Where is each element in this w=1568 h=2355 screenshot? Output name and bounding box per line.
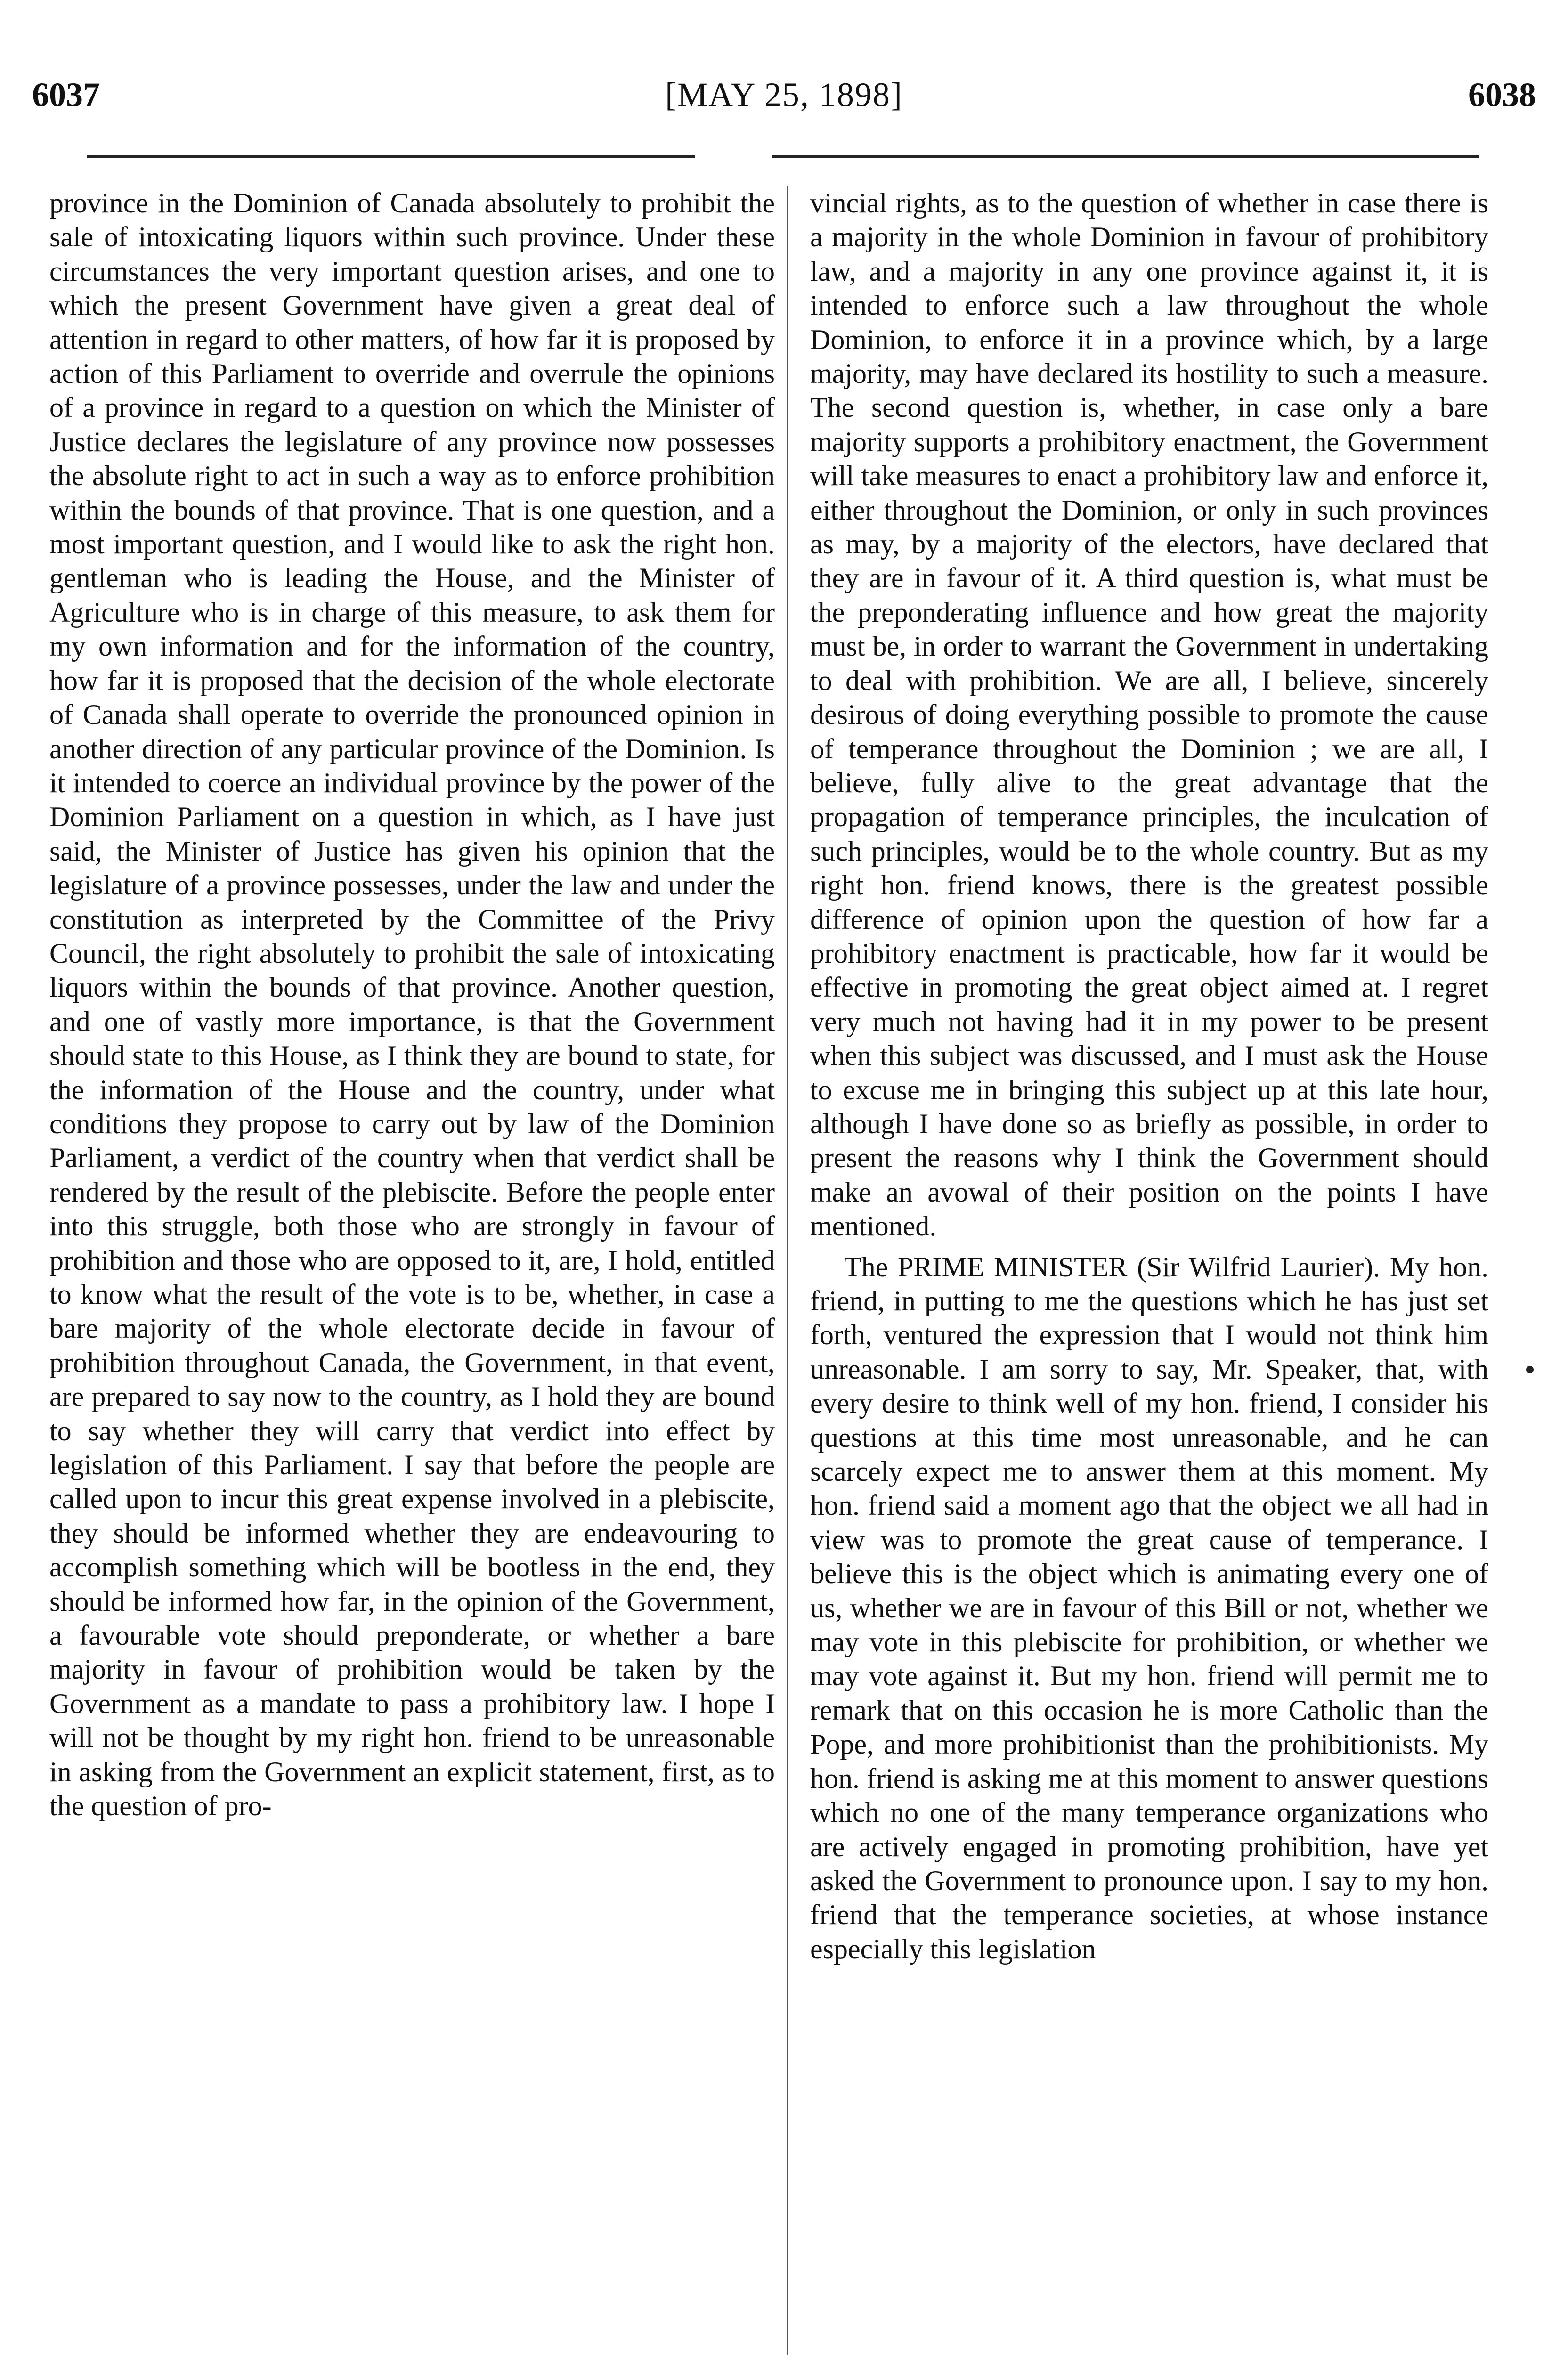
header-rule-right [772,155,1479,158]
right-column [810,186,1488,1966]
header-date: [MAY 25, 1898] [665,76,903,114]
page-number-right: 6038 [1468,76,1536,114]
page-header [0,0,1568,155]
prime-minister-paragraph [810,1250,1488,1966]
left-column [49,186,775,1823]
column-divider [787,186,788,2355]
speaker-name: The PRIME MINISTER [844,1251,1128,1283]
left-column-paragraph: province in the Dominion of Canada absolutely to prohibit the sale of intoxicating liquors within such province. Under these circumstances the very important question arises, and one to which the present Government have given a great deal of attention in regard to other matters, of how far it is proposed by action of this Parliament to override and overrule the opinions of a province in regard to a question on which the Minister of Justice declares the legislature of any province now possesses the absolute right to act in such a way as to enforce prohibition within the bounds of that province. That is one question, and a most important question, and I would like to ask the right hon. gentleman who is leading the House, and the Minister of Agriculture who is in charge of this measure, to ask them for my own information and for the information of the country, how far it is proposed that the decision of the whole electorate of Canada shall operate to override the pronounced opinion in another direction of any particular province of the Dominion. Is it intended to coerce an individual province by the power of the Dominion Parliament on a question in which, as I have just said, the Minister of Justice has given his opinion that the legislature of a province possesses, under the law and under the constitution as interpreted by the Committee of the Privy Council, the right absolutely to prohibit the sale of intoxicating liquors within the bounds of that province. Another question, and one of vastly more importance, is that the Government should state to this House, as I think they are bound to state, for the information of the House and the country, under what conditions they propose to carry out by law of the Dominion Parliament, a verdict of the country when that verdict shall be rendered by the result of the plebiscite. Before the people enter into this struggle, both those who are strongly in favour of prohibition and those who are opposed to it, are, I hold, entitled to know what the result of the vote is to be, whether, in case a bare majority of the whole electorate decide in favour of prohibition throughout Canada, the Government, in that event, are prepared to say now to the country, as I hold they are bound to say whether they will carry that verdict into effect by legislation of this Parliament. I say that before the people are called upon to incur this great expense involved in a plebiscite, they should be informed whether they are endeavouring to accomplish something which will be bootless in the end, they should be informed how far, in the opinion of the Government, a favourable vote should preponderate, or whether a bare majority in favour of prohibition would be taken by the Government as a mandate to pass a prohibitory law. I hope I will not be thought by my right hon. friend to be unreasonable in asking from the Government an explicit statement, first, as to the question of pro- [49,187,775,1822]
margin-mark [1526,1366,1534,1373]
page-number-left: 6037 [32,76,100,114]
speech-text: (Sir Wilfrid Laurier). My hon. friend, in putting to me the questions which he has just set forth, ventured the expression that I would not think him unreasonable. I am sorry to say, Mr. Speaker, that, with every desire to think well of my hon. friend, I consider his questions at this time most unreasonable, and he can scarcely expect me to answer them at this moment. My hon. friend said a moment ago that the object we all had in view was to promote the great cause of temperance. I believe this is the object which is animating every one of us, whether we are in favour of this Bill or not, whether we may vote in this plebiscite for prohibition, or whether we may vote against it. But my hon. friend will permit me to remark that on this occasion he is more Catholic than the Pope, and more prohibitionist than the prohibitionists. My hon. friend is asking me at this moment to answer questions which no one of the many temperance organizations who are actively engaged in promoting prohibition, have yet asked the Government to pronounce upon. I say to my hon. friend that the temperance societies, at whose instance especially this legislation [810,1251,1488,1965]
right-column-paragraph: vincial rights, as to the question of whether in case there is a majority in the whole Dominion in favour of prohibitory law, and a majority in any one province against it, it is intended to enforce such a law throughout the whole Dominion, to enforce it in a province which, by a large majority, may have declared its hostility to such a measure. The second question is, whether, in case only a bare majority supports a prohibitory enactment, the Government will take measures to enact a prohibitory law and enforce it, either throughout the Dominion, or only in such provinces as may, by a majority of the electors, have declared that they are in favour of it. A third question is, what must be the preponderating influence and how great the majority must be, in order to warrant the Government in undertaking to deal with prohibition. We are all, I believe, sincerely desirous of doing everything possible to promote the cause of temperance throughout the Dominion ; we are all, I believe, fully alive to the great advantage that the propagation of temperance principles, the inculcation of such principles, would be to the whole country. But as my right hon. friend knows, there is the greatest possible difference of opinion upon the question of how far a prohibitory enactment is practicable, how far it would be effective in promoting the great object aimed at. I regret very much not having had it in my power to be present when this subject was discussed, and I must ask the House to excuse me in bringing this subject up at this late hour, although I have done so as briefly as possible, in order to present the reasons why I think the Government should make an avowal of their position on the points I have mentioned. [810,187,1488,1242]
header-rule-left [87,155,695,158]
